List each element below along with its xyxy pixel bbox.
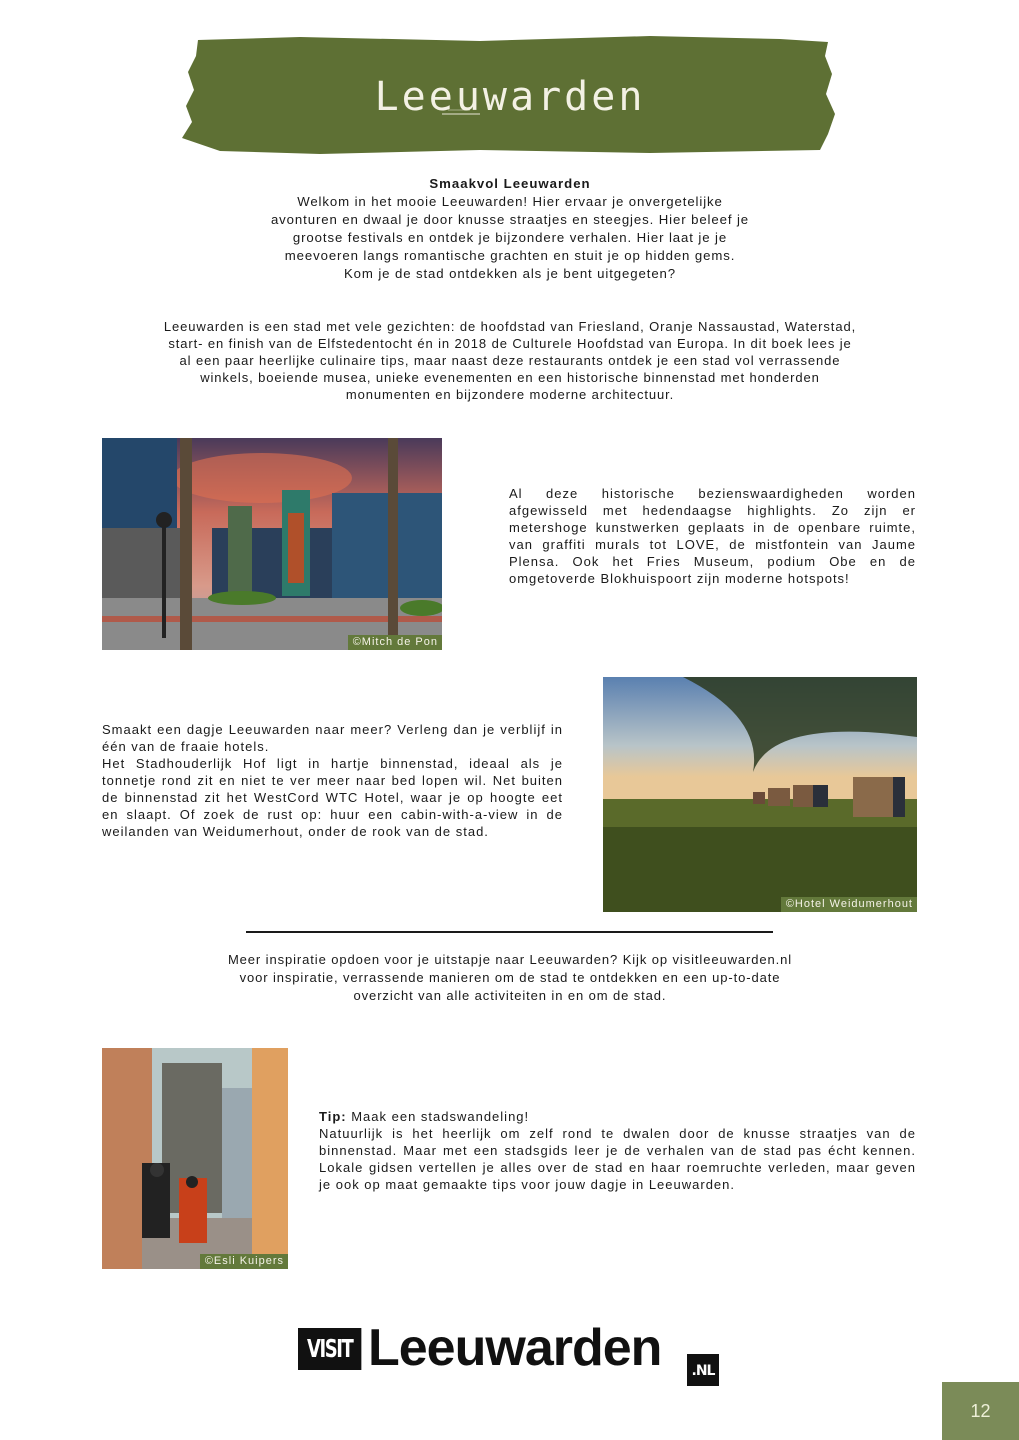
hotels-intro: Smaakt een dagje Leeuwarden naar meer? Verleng dan je verblijf in één van de fraaie hotels. bbox=[102, 722, 563, 754]
hotels-body: Het Stadhouderlijk Hof ligt in hartje binnenstad, ideaal als je tonnetje rond zit en niet te ver meer naar bed lopen wil. Net buiten de binnenstad zit het WestCord WTC Hotel, waar je op hoogte eet en slaapt. Of zoek de rust op: huur een cabin-with-a-view in de weilanden van Weidumerhout, onder de rook van de stad. bbox=[102, 756, 563, 839]
intro-line: grootse festivals en ontdek je bijzondere verhalen. Hier laat je je bbox=[292, 230, 728, 245]
visit-leeuwarden-logo[interactable] bbox=[298, 1319, 728, 1386]
logo-wordmark: Leeuwarden bbox=[368, 1319, 662, 1377]
logo-nl-block: .NL bbox=[687, 1354, 719, 1386]
page-number: 12 bbox=[942, 1382, 1019, 1440]
tip-label: Tip: bbox=[319, 1109, 347, 1124]
intro-line: Welkom in het mooie Leeuwarden! Hier ervaar je onvergetelijke bbox=[297, 194, 723, 209]
mural-photo bbox=[102, 438, 442, 650]
photo-credit: ©Mitch de Pon bbox=[348, 635, 442, 650]
overview-line: start- en finish van de Elfstedentocht én in 2018 de Culturele Hoofdstad van Europa. In dit boek lees je bbox=[168, 336, 852, 351]
logo-visit-block: VISIT bbox=[298, 1328, 361, 1370]
more-line: Meer inspiratie opdoen voor je uitstapje naar Leeuwarden? Kijk op visitleeuwarden.nl bbox=[227, 952, 793, 967]
mural-illustration bbox=[102, 438, 442, 650]
intro-line: meevoeren langs romantische grachten en stuit je op hidden gems. bbox=[284, 248, 736, 263]
overview-line: winkels, boeiende musea, unieke evenementen en een historische binnenstad met honderden bbox=[200, 370, 820, 385]
more-inspiration-paragraph bbox=[180, 951, 840, 1005]
intro-block bbox=[200, 175, 820, 283]
intro-line: Kom je de stad ontdekken als je bent uitgegeten? bbox=[343, 266, 677, 281]
street-illustration bbox=[102, 1048, 288, 1269]
title-banner bbox=[180, 34, 840, 156]
page-title: Leeuwarden bbox=[374, 74, 646, 120]
photo-credit: ©Hotel Weidumerhout bbox=[781, 897, 917, 912]
more-line: overzicht van alle activiteiten in en om de stad. bbox=[353, 988, 667, 1003]
tip-body: Natuurlijk is het heerlijk om zelf rond te dwalen door de knusse straatjes van de binnenstad. Maar met een stadsgids leer je de verhalen van de stad pas écht kennen. Lokale gidsen vertellen je alles over de stad en haar roemruchte verleden, maar geven je ook op maat gemaakte tips voor jouw dagje in Leeuwarden. bbox=[319, 1126, 916, 1192]
tip-title: Maak een stadswandeling! bbox=[346, 1109, 530, 1124]
highlights-paragraph: Al deze historische bezienswaardigheden worden afgewisseld met hedendaagse highlights. Zo zijn er metershoge kunstwerken geplaats in de openbare ruimte, van graffiti murals tot LOVE, de mistfontein van Jaume Plensa. Ook het Fries Museum, podium Obe en de omgetoverde Blokhuispoort zijn moderne hotspots! bbox=[509, 486, 916, 586]
overview-paragraph bbox=[110, 318, 910, 403]
cabin-illustration bbox=[603, 677, 917, 912]
photo-credit: ©Esli Kuipers bbox=[200, 1254, 288, 1269]
intro-line: avonturen en dwaal je door knusse straatjes en steegjes. Hier beleef je bbox=[270, 212, 750, 227]
cabin-photo bbox=[603, 677, 917, 912]
tip-paragraph bbox=[319, 1108, 916, 1193]
hotels-paragraph bbox=[102, 721, 563, 840]
overview-line: al een paar heerlijke culinaire tips, maar naast deze restaurants ontdek je een stad vol verrassende bbox=[179, 353, 841, 368]
more-line: voor inspiratie, verrassende manieren om de stad te ontdekken en een up-to-date bbox=[239, 970, 781, 985]
overview-line: Leeuwarden is een stad met vele gezichten: de hoofdstad van Friesland, Oranje Nassaustad, Waterstad, bbox=[163, 319, 857, 334]
intro-heading: Smaakvol Leeuwarden bbox=[429, 176, 591, 191]
street-photo bbox=[102, 1048, 288, 1269]
overview-line: monumenten en bijzondere moderne architectuur. bbox=[345, 387, 675, 402]
section-divider bbox=[246, 931, 773, 933]
